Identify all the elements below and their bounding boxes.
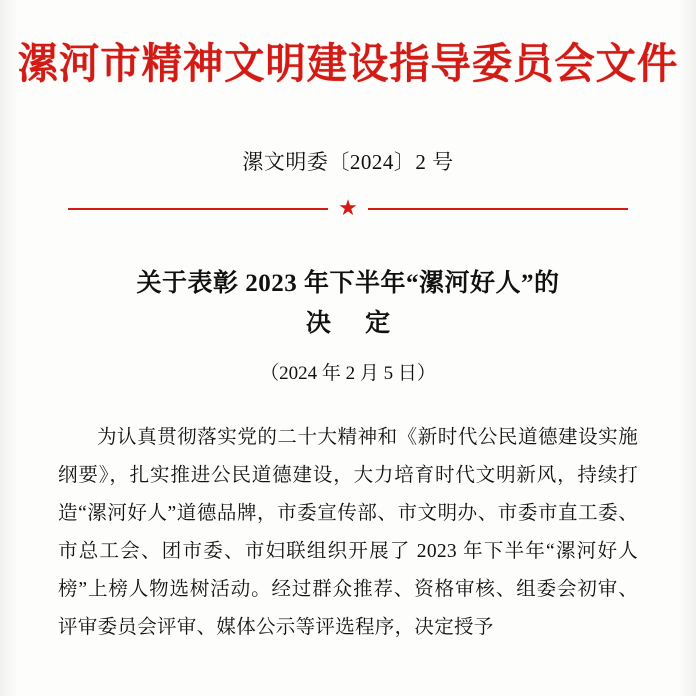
document-number: 漯文明委〔2024〕2 号	[242, 150, 454, 175]
document-header	[0, 0, 696, 88]
page-title-line-2: 决 定	[305, 310, 405, 338]
page-title-line-1: 关于表彰 2023 年下半年“漯河好人”的	[136, 270, 560, 298]
red-separator	[68, 195, 628, 221]
red-star-icon: ★	[328, 197, 368, 221]
document-date: （2024 年 2 月 5 日）	[260, 363, 436, 385]
issuing-authority-title: 漯河市精神文明建设指导委员会文件	[17, 39, 679, 88]
document-body	[0, 419, 696, 647]
page-title	[0, 264, 696, 344]
body-paragraph: 为认真贯彻落实党的二十大精神和《新时代公民道德建设实施纲要》，扎实推进公民道德建设，大力培育时代文明新风，持续打造“漯河好人”道德品牌，市委宣传部、市文明办、市委市直工委、市总工会、团市委、市妇联组织开展了 2023 年下半年“漯河好人榜”上榜人物选树活动。经过群众推荐、资格审核、组委会初审、评审委员会评审、媒体公示等评选程序，决定授予	[58, 427, 638, 639]
